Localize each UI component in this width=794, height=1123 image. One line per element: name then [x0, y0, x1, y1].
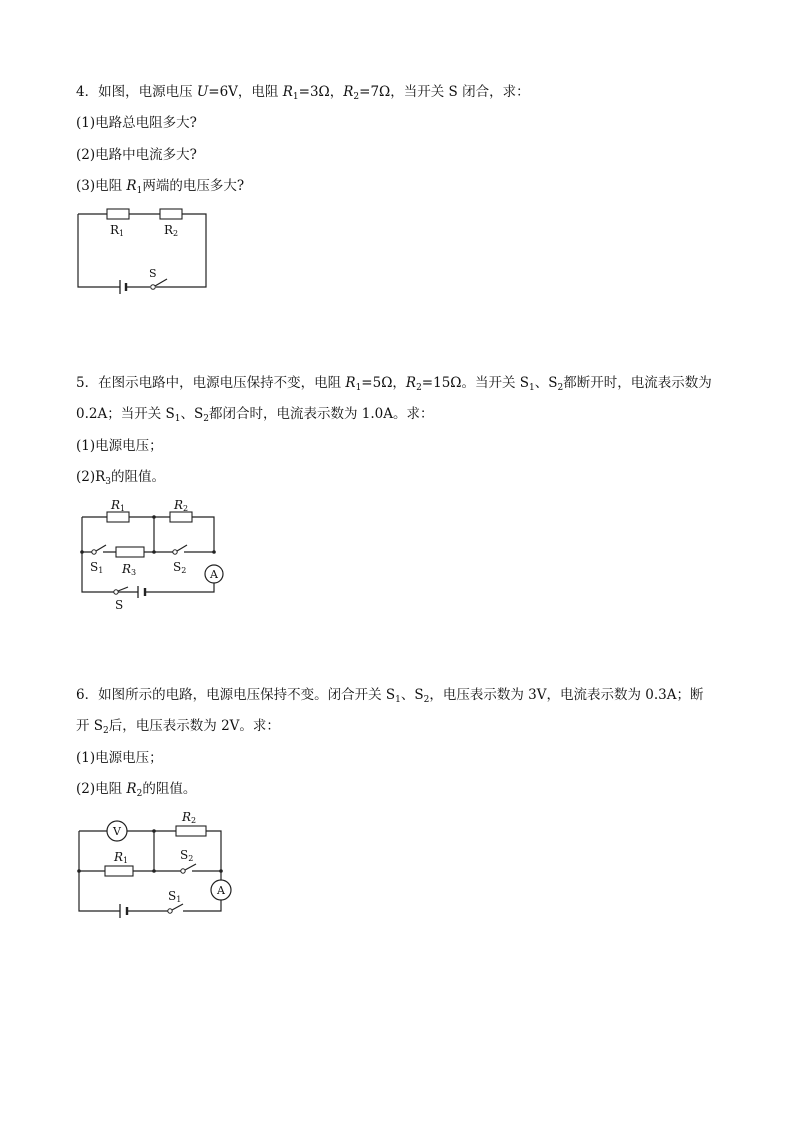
r2-resistor — [160, 209, 182, 219]
switch-s-lever — [155, 279, 167, 286]
r2-label: R2 — [174, 498, 189, 513]
q4-part-1: (1)电路总电阻多大? — [76, 115, 197, 131]
switch-s2-contact — [173, 550, 177, 554]
q5-circuit-diagram — [70, 495, 230, 615]
q6-part-2: (2)电阻 $R_2$的阻值。 — [76, 781, 197, 799]
r2-resistor — [176, 826, 206, 836]
q5-part-1: (1)电源电压； — [76, 438, 163, 454]
q6-stem-line-2: 开 $S_2$后，电压表示数为 2V。求： — [76, 718, 280, 736]
r1-resistor — [107, 209, 129, 219]
switch-s1-label: S1 — [168, 889, 182, 904]
switch-s1-lever — [172, 904, 183, 910]
q5-part-2: $(2)R_3$的阻值。 — [76, 469, 166, 487]
q4-stem: 4．如图，电源电压 U=6V，电阻 $R_1=3\Omega$，$R_2=7\Omega$，当开关 S 闭合，求： — [76, 84, 530, 102]
switch-s-lever — [118, 587, 128, 591]
switch-s2-lever — [185, 864, 196, 870]
switch-s2-lever — [177, 545, 187, 551]
r1-label: R1 — [114, 850, 129, 865]
r2-label: R2 — [182, 810, 197, 825]
r2-label: R2 — [164, 223, 179, 238]
switch-s1-label: S1 — [90, 560, 104, 575]
ammeter-label: A — [217, 884, 225, 897]
switch-s1-lever — [96, 545, 106, 551]
switch-s2-label: S2 — [173, 560, 187, 575]
q4-circuit-diagram — [70, 200, 220, 300]
r1-label: R1 — [111, 498, 126, 513]
switch-s2-label: S2 — [180, 848, 194, 863]
switch-s2-contact — [181, 869, 185, 873]
switch-s-label: S — [149, 267, 157, 280]
switch-s1-contact — [92, 550, 96, 554]
q6-circuit-diagram — [70, 808, 245, 923]
q4-part-3: (3)电阻 $R_1$两端的电压多大? — [76, 178, 245, 196]
switch-s-label: S — [115, 598, 124, 612]
r2-resistor — [170, 512, 192, 522]
switch-s1-contact — [168, 909, 172, 913]
q6-part-1: (1)电源电压； — [76, 750, 163, 766]
r1-resistor — [105, 866, 133, 876]
r1-label: R1 — [110, 223, 125, 238]
ammeter-label: A — [210, 568, 218, 581]
q4-part-2: (2)电路中电流多大? — [76, 147, 197, 163]
q5-stem-line-1: 5．在图示电路中，电源电压保持不变，电阻 $R_1=5\Omega$，$R_2=15\Omega$。当开关 $S_1$、$S_2$都断开时，电流表示数为 — [76, 375, 712, 393]
switch-contact — [151, 285, 156, 290]
q6-stem-line-1: 6．如图所示的电路，电源电压保持不变。闭合开关 $S_1$、$S_2$，电压表示数为 3V，电流表示数为 0.3A；断 — [76, 687, 704, 705]
voltmeter-label: V — [113, 825, 121, 838]
switch-s-contact — [114, 590, 118, 594]
r3-label: R3 — [122, 562, 137, 577]
r1-resistor — [107, 512, 129, 522]
r3-resistor — [116, 547, 144, 557]
q5-stem-line-2: 0.2A；当开关 $S_1$、$S_2$都闭合时，电流表示数为 1.0A。求： — [76, 406, 434, 424]
